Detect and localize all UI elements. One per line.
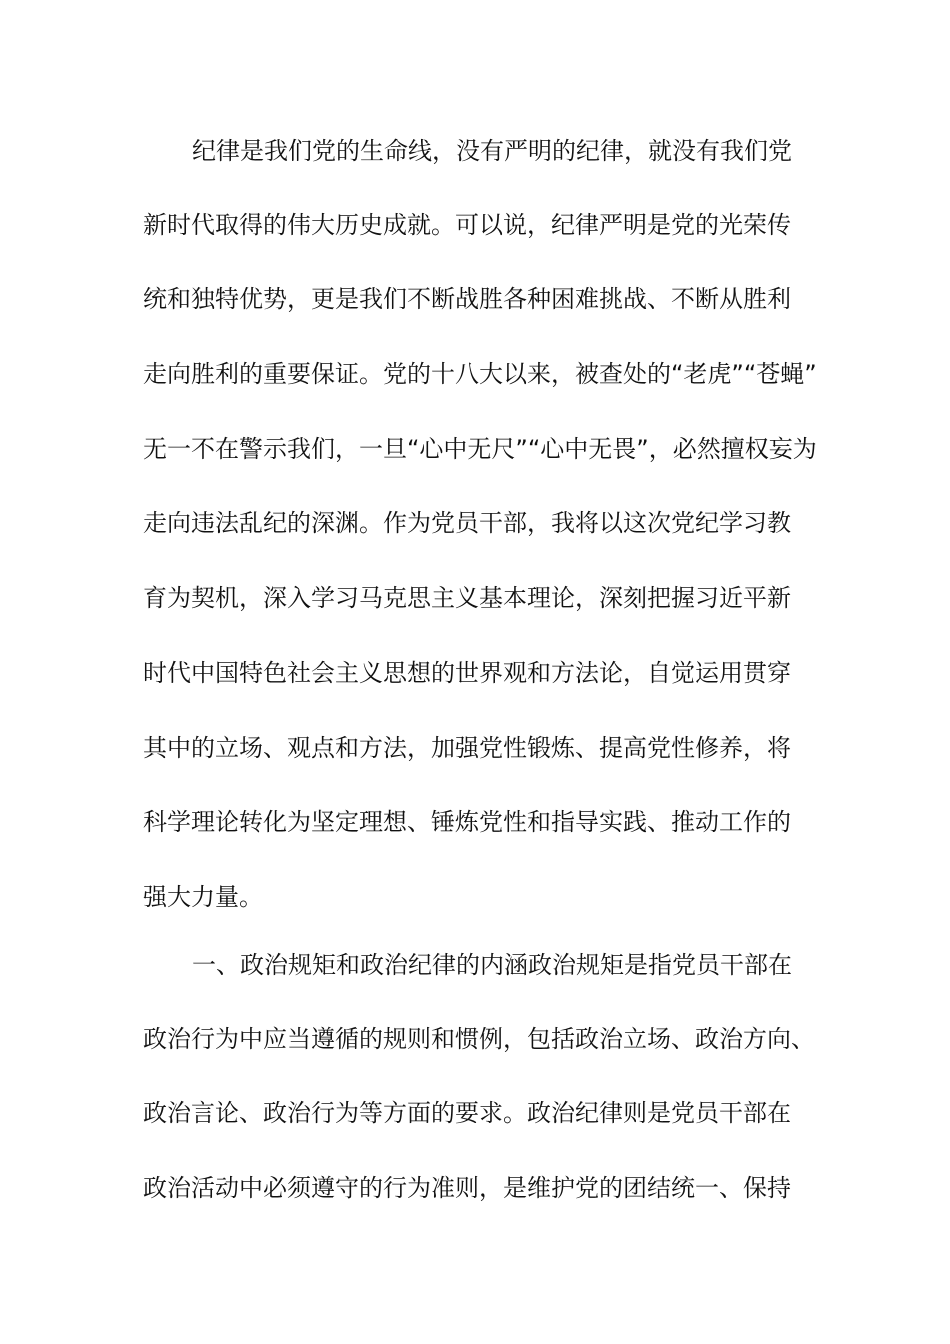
paragraph-1-line-8: 时代中国特色社会主义思想的世界观和方法论，自觉运用贯穿 xyxy=(143,659,791,687)
paragraph-2-line-2: 政治行为中应当遵循的规则和惯例，包括政治立场、政治方向、 xyxy=(143,1025,815,1053)
paragraph-2-line-1: 一、政治规矩和政治纪律的内涵政治规矩是指党员干部在 xyxy=(192,951,792,979)
paragraph-1-line-10: 科学理论转化为坚定理想、锤炼党性和指导实践、推动工作的 xyxy=(143,808,791,836)
paragraph-1-line-3: 统和独特优势，更是我们不断战胜各种困难挑战、不断从胜利 xyxy=(143,285,791,313)
paragraph-1-line-4: 走向胜利的重要保证。党的十八大以来，被查处的“老虎”“苍蝇” xyxy=(143,360,817,388)
paragraph-1-line-9: 其中的立场、观点和方法，加强党性锻炼、提高党性修养，将 xyxy=(143,734,791,762)
paragraph-1-line-2: 新时代取得的伟大历史成就。可以说，纪律严明是党的光荣传 xyxy=(143,211,791,239)
paragraph-1-line-11: 强大力量。 xyxy=(143,883,263,911)
paragraph-1-line-6: 走向违法乱纪的深渊。作为党员干部，我将以这次党纪学习教 xyxy=(143,509,791,537)
paragraph-2-line-4: 政治活动中必须遵守的行为准则，是维护党的团结统一、保持 xyxy=(143,1174,791,1202)
paragraph-1-line-7: 育为契机，深入学习马克思主义基本理论，深刻把握习近平新 xyxy=(143,584,791,612)
paragraph-1-line-5: 无一不在警示我们，一旦“心中无尺”“心中无畏”，必然擅权妄为 xyxy=(143,435,817,463)
paragraph-2-line-3: 政治言论、政治行为等方面的要求。政治纪律则是党员干部在 xyxy=(143,1099,791,1127)
paragraph-1-line-1: 纪律是我们党的生命线，没有严明的纪律，就没有我们党 xyxy=(192,137,792,165)
